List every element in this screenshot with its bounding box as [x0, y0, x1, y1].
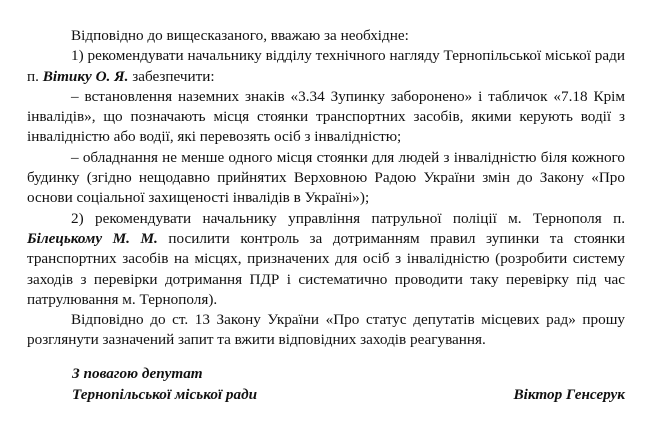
item-1-subitem-parking: – обладнання не менше одного місця стоянки для людей з інвалідністю біля кожного будинку (згідно нещодавно прийнятих Верховною Радою України змін до Закону «Про основи соціальної захищеності інвалідів в Україні»); [27, 148, 625, 207]
item-2-official-name: Білецькому М. М. [27, 229, 158, 247]
item-1-paragraph [27, 46, 625, 87]
item-1-suffix: забезпечити: [128, 67, 215, 85]
signature-row [72, 385, 625, 406]
signatory-name: Віктор Генсерук [513, 385, 625, 403]
document-body [27, 26, 625, 351]
item-2-suffix: посилити контроль за дотриманням правил зупинки та стоянки транспортних засобів на місцях, призначених для осіб з інвалідністю (розробити систему заходів з перевірки дотримання ПДР і систематично проводити таку перевірку під час патрулювання м. Тернополя). [27, 229, 626, 308]
closing-paragraph: Відповідно до ст. 13 Закону України «Про статус депутатів місцевих рад» прошу розглянути зазначений запит та вжити відповідних заходів реагування. [27, 311, 625, 349]
item-1-prefix: 1) рекомендувати начальнику відділу технічного нагляду Тернопільської міської ради п. [27, 47, 625, 85]
item-2-paragraph [27, 209, 625, 310]
item-1-official-name: Вітику О. Я. [42, 67, 129, 85]
signature-line-1: З повагою депутат [72, 365, 203, 382]
signature-block [72, 364, 625, 405]
item-2-prefix: 2) рекомендувати начальнику управління патрульної поліції м. Тернополя п. [71, 209, 625, 227]
item-1-subitem-signs: – встановлення наземних знаків «3.34 Зупинку заборонено» і табличок «7.18 Крім інвалідів», що позначають місця стоянки транспортних засобів, якими керують водії з інвалідністю або водії, які перевозять осіб з інвалідністю; [27, 87, 625, 146]
intro-paragraph: Відповідно до вищесказаного, вважаю за необхідне: [71, 27, 409, 44]
signature-line-2: Тернопільської міської ради [72, 385, 258, 403]
